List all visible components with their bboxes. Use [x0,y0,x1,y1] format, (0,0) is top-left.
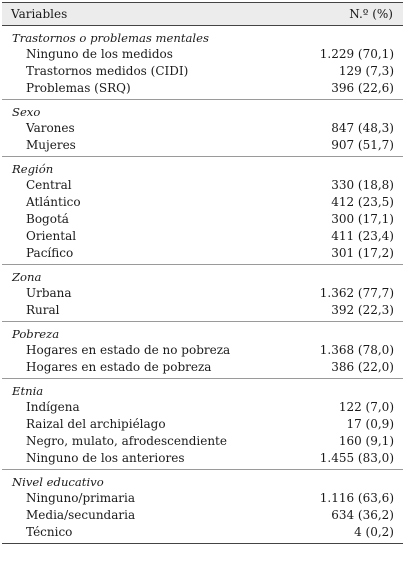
row-label: Central [26,178,72,192]
table-row [2,507,403,524]
row-label: Urbana [26,286,72,300]
table-row [2,63,403,80]
row-value: 17 (0,9) [346,417,394,431]
table-section [2,265,403,322]
row-value: 122 (7,0) [338,400,394,414]
row-value: 907 (51,7) [331,138,394,152]
data-table [2,2,403,544]
table-section [2,157,403,265]
table-row [2,342,403,359]
table-section [2,470,403,544]
section-title: Sexo [12,105,41,119]
row-value: 412 (23,5) [331,195,394,209]
row-value: 1.229 (70,1) [319,47,394,61]
section-title: Región [12,162,54,176]
table-section [2,100,403,157]
row-value: 330 (18,8) [331,178,394,192]
table-row [2,194,403,211]
row-label: Mujeres [26,138,76,152]
table-row [2,120,403,137]
row-value: 160 (9,1) [338,434,394,448]
row-label: Hogares en estado de pobreza [26,360,212,374]
row-value: 300 (17,1) [331,212,394,226]
table-row [2,137,403,154]
row-label: Atlántico [26,195,81,209]
table-row [2,80,403,97]
table-row [2,490,403,507]
table-row [2,433,403,450]
row-label: Indígena [26,400,80,414]
row-value: 301 (17,2) [331,246,394,260]
table-row [2,228,403,245]
table-section [2,379,403,470]
table-row [2,177,403,194]
row-label: Hogares en estado de no pobreza [26,343,231,357]
row-label: Varones [26,121,75,135]
row-value: 386 (22,0) [331,360,394,374]
table-row [2,302,403,319]
row-label: Bogotá [26,212,69,226]
section-title: Nivel educativo [12,475,104,489]
row-value: 1.116 (63,6) [319,491,394,505]
row-label: Ninguno/primaria [26,491,135,505]
row-value: 1.362 (77,7) [319,286,394,300]
table-section [2,322,403,379]
table-row [2,46,403,63]
table-row [2,416,403,433]
row-value: 4 (0,2) [354,525,394,539]
row-label: Ninguno de los anteriores [26,451,185,465]
section-title: Zona [12,270,42,284]
row-label: Problemas (SRQ) [26,81,131,95]
row-label: Trastornos medidos (CIDI) [26,64,189,78]
row-label: Oriental [26,229,77,243]
row-label: Pacífico [26,246,74,260]
row-value: 847 (48,3) [331,121,394,135]
table-row [2,399,403,416]
table-section [2,26,403,100]
table-row [2,211,403,228]
row-label: Ninguno de los medidos [26,47,173,61]
row-value: 1.455 (83,0) [319,451,394,465]
table-row [2,285,403,302]
section-title: Etnia [12,384,44,398]
table-row [2,359,403,376]
section-title: Pobreza [12,327,60,341]
row-label: Raizal del archipiélago [26,417,166,431]
row-value: 634 (36,2) [331,508,394,522]
table-row [2,450,403,467]
row-label: Rural [26,303,60,317]
header-count-percent: N.º (%) [349,7,393,21]
row-label: Técnico [26,525,73,539]
table-row [2,524,403,541]
row-value: 129 (7,3) [338,64,394,78]
table-body [2,26,403,544]
row-value: 396 (22,6) [331,81,394,95]
row-label: Media/secundaria [26,508,136,522]
row-label: Negro, mulato, afrodescendiente [26,434,227,448]
row-value: 1.368 (78,0) [319,343,394,357]
table-header [2,2,403,26]
header-variables: Variables [11,7,68,21]
section-title: Trastornos o problemas mentales [12,31,209,45]
row-value: 411 (23,4) [331,229,394,243]
row-value: 392 (22,3) [331,303,394,317]
table-row [2,245,403,262]
